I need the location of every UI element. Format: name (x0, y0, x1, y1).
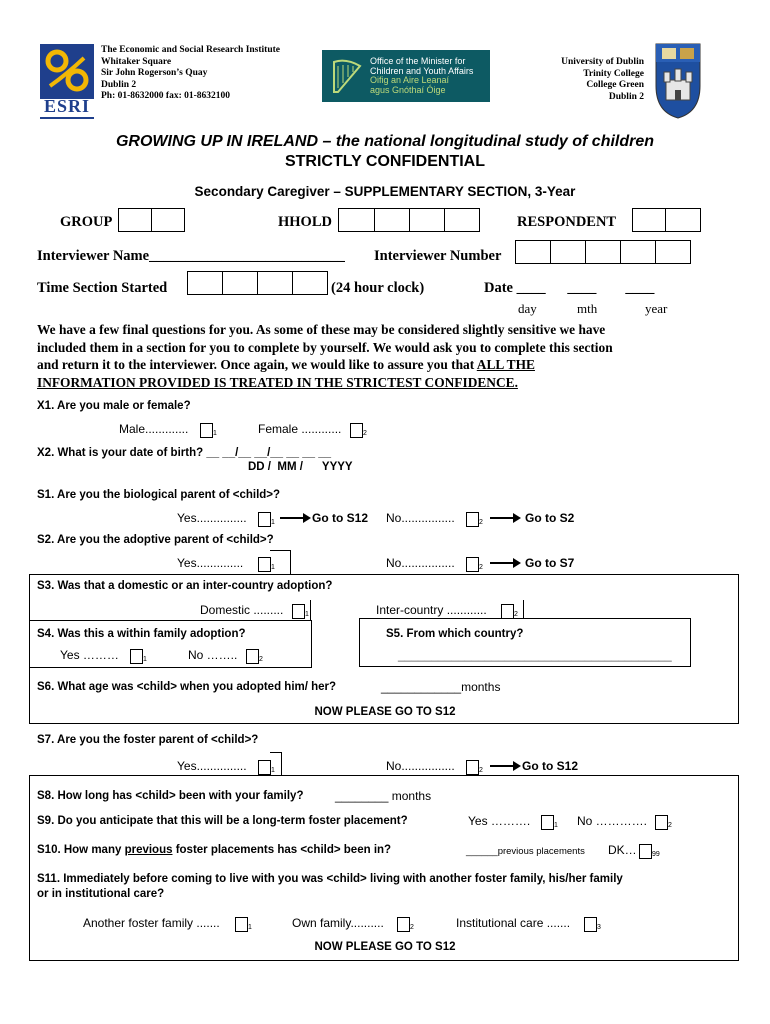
s4-yes-checkbox[interactable] (130, 649, 143, 664)
group-label: GROUP (60, 214, 113, 230)
clock-note: (24 hour clock) (331, 280, 425, 296)
arrow-icon (490, 562, 514, 564)
connector-line (270, 550, 291, 551)
tcd-address-line: College Green (586, 80, 644, 90)
s10-emphasis: previous (124, 844, 173, 856)
s6-age-input[interactable]: ____________months (381, 680, 501, 694)
respondent-box[interactable] (665, 208, 701, 232)
s4-no-checkbox[interactable] (246, 649, 259, 664)
code: 2 (479, 519, 483, 526)
s1-no-checkbox[interactable] (466, 512, 479, 527)
time-box[interactable] (292, 271, 328, 295)
s1-goto-yes: Go to S12 (312, 511, 369, 525)
s11-opt2-label: Own family.......... (292, 916, 384, 930)
connector-line (523, 600, 524, 618)
group-box[interactable] (151, 208, 185, 232)
tcd-address (520, 57, 644, 103)
s11-opt2-checkbox[interactable] (397, 917, 410, 932)
esri-logo (40, 44, 94, 118)
time-box[interactable] (257, 271, 293, 295)
s1-yes-label: Yes............... (177, 511, 247, 525)
s10-dk-label: DK… (608, 843, 637, 857)
confidential-heading: STRICTLY CONFIDENTIAL (284, 153, 485, 170)
interviewer-number-label: Interviewer Number (374, 248, 502, 264)
hhold-box[interactable] (374, 208, 410, 232)
s2-yes-checkbox[interactable] (258, 557, 271, 572)
intro-emphasis: ALL THE (476, 357, 535, 372)
code: 1 (271, 767, 275, 774)
date-day-label: day (518, 301, 537, 316)
s7-goto-no: Go to S12 (522, 759, 579, 773)
tcd-address-line: Dublin 2 (608, 91, 644, 102)
code: 2 (668, 822, 672, 829)
omc-logo-line: agus Gnóthaí Óige (370, 84, 446, 95)
s2-question: S2. Are you the adoptive parent of <child>? (37, 534, 274, 546)
time-started-label: Time Section Started (37, 280, 168, 296)
esri-logo-text: ESRI (40, 96, 94, 119)
omc-logo (322, 50, 490, 102)
date-field[interactable]: Date ____ ____ ____ (484, 280, 655, 296)
arrow-icon (490, 765, 514, 767)
s9-question: S9. Do you anticipate that this will be a long-term foster placement? (37, 815, 408, 827)
arrow-icon (280, 517, 304, 519)
respondent-label: RESPONDENT (517, 214, 617, 230)
harp-icon (330, 56, 364, 96)
time-box[interactable] (222, 271, 258, 295)
s8-duration-input[interactable]: ________ months (335, 789, 432, 803)
intro-line: We have a few final questions for you. As some of these may be considered slightly sensitive we have (37, 322, 606, 337)
omc-logo-line: Children and Youth Affairs (370, 65, 474, 76)
tcd-address-line: University of Dublin (561, 57, 644, 67)
group-box[interactable] (118, 208, 152, 232)
interviewer-name[interactable]: Interviewer Name___________________________ (37, 248, 345, 264)
s11-next-instruction: NOW PLEASE GO TO S12 (314, 941, 456, 953)
male-checkbox[interactable] (200, 423, 213, 438)
esri-address-line: Dublin 2 (101, 79, 137, 90)
s11-question-line: S11. Immediately before coming to live with you was <child> living with another foster family, his/her family (37, 873, 623, 885)
tcd-crest (654, 42, 702, 120)
code: 2 (479, 564, 483, 571)
connector-line (281, 752, 282, 775)
omc-logo-line: Office of the Minister for (370, 56, 466, 66)
arrow-icon (490, 517, 514, 519)
section-heading: Secondary Caregiver – SUPPLEMENTARY SECTION, 3-Year (194, 184, 576, 199)
s11-question (37, 872, 623, 902)
s2-no-label: No................ (386, 556, 455, 570)
intro-line-text: and return it to the interviewer. Once again, we would like to assure you that (37, 357, 477, 372)
s9-no-label: No …………. (577, 814, 648, 828)
s1-yes-checkbox[interactable] (258, 512, 271, 527)
s7-yes-checkbox[interactable] (258, 760, 271, 775)
intro-line (37, 356, 735, 374)
s6-question: S6. What age was <child> when you adopted him/ her? (37, 681, 337, 693)
s7-question: S7. Are you the foster parent of <child>? (37, 734, 259, 746)
s8-question: S8. How long has <child> been with your family? (37, 790, 304, 802)
interviewer-number-box[interactable] (515, 240, 551, 264)
esri-address-line: Ph: 01-8632000 fax: 01-8632100 (101, 91, 231, 101)
male-option-label: Male............. (119, 422, 189, 436)
code: 2 (410, 924, 414, 931)
s3-intercountry-label: Inter-country ............ (376, 603, 487, 617)
s9-no-checkbox[interactable] (655, 815, 668, 830)
connector-line (310, 600, 311, 620)
s11-opt3-checkbox[interactable] (584, 917, 597, 932)
s7-no-checkbox[interactable] (466, 760, 479, 775)
dob-format: DD / MM / YYYY (248, 461, 353, 473)
s11-opt1-checkbox[interactable] (235, 917, 248, 932)
esri-address-line: Whitaker Square (101, 56, 172, 67)
x2-question[interactable]: X2. What is your date of birth? __ __/__ __/__ __ __ __ (37, 447, 332, 459)
code: 1 (554, 822, 558, 829)
s4-question: S4. Was this a within family adoption? (37, 628, 246, 640)
female-checkbox[interactable] (350, 423, 363, 438)
esri-address (101, 45, 280, 103)
interviewer-number-box[interactable] (550, 240, 586, 264)
code: 99 (652, 851, 660, 858)
s5-question: S5. From which country? (386, 628, 524, 640)
s10-count-input[interactable]: ______previous placements (466, 846, 585, 857)
intro-emphasis: INFORMATION PROVIDED IS TREATED IN THE STRICTEST CONFIDENCE. (37, 374, 518, 390)
hhold-box[interactable] (409, 208, 445, 232)
s1-goto-no: Go to S2 (525, 511, 575, 525)
s10-dk-checkbox[interactable] (639, 844, 652, 859)
omc-logo-line: Oifig an Aire Leanaí (370, 75, 450, 85)
intro-paragraph (37, 321, 735, 391)
s1-no-label: No................ (386, 511, 455, 525)
esri-address-line: The Economic and Social Research Institute (101, 45, 281, 55)
respondent-box[interactable] (632, 208, 666, 232)
intro-line: included them in a section for you to complete by yourself. We would ask you to complete this section (37, 339, 613, 355)
s3-question: S3. Was that a domestic or an inter-country adoption? (37, 580, 333, 592)
s10-question-text: foster placements has <child> been in? (172, 844, 392, 856)
s2-no-checkbox[interactable] (466, 557, 479, 572)
s2-goto-no: Go to S7 (525, 556, 575, 570)
connector-line (290, 550, 291, 574)
s11-opt3-label: Institutional care ....... (456, 916, 571, 930)
code: 1 (248, 924, 252, 931)
hhold-box[interactable] (444, 208, 480, 232)
s3-domestic-label: Domestic ......... (200, 603, 284, 617)
date-month-label: mth (577, 301, 598, 316)
code: 1 (271, 519, 275, 526)
interviewer-number-box[interactable] (620, 240, 656, 264)
code: 1 (143, 656, 147, 663)
s7-yes-label: Yes............... (177, 759, 247, 773)
interviewer-number-box[interactable] (585, 240, 621, 264)
code: 1 (271, 564, 275, 571)
s7-no-label: No................ (386, 759, 455, 773)
s6-next-instruction: NOW PLEASE GO TO S12 (314, 706, 456, 718)
hhold-label: HHOLD (278, 214, 332, 230)
code: 1 (305, 611, 309, 618)
code: 1 (213, 430, 217, 437)
s9-yes-checkbox[interactable] (541, 815, 554, 830)
code: 2 (259, 656, 263, 663)
s9-yes-label: Yes ………. (468, 814, 531, 828)
s10-question (37, 844, 391, 856)
time-box[interactable] (187, 271, 223, 295)
code: 2 (479, 767, 483, 774)
s10-question-text: S10. How many (37, 844, 125, 856)
s4-no-label: No …….. (188, 648, 238, 662)
esri-address-line: Sir John Rogerson’s Quay (101, 68, 208, 78)
code: 2 (363, 430, 367, 437)
s3-intercountry-checkbox[interactable] (501, 604, 514, 619)
s2-yes-label: Yes.............. (177, 556, 244, 570)
interviewer-number-box[interactable] (655, 240, 691, 264)
connector-line (270, 752, 282, 753)
s11-question-line: or in institutional care? (37, 888, 165, 900)
s5-country-input[interactable]: _________________________________________ (398, 648, 672, 662)
hhold-box[interactable] (338, 208, 375, 232)
x1-question: X1. Are you male or female? (37, 400, 191, 412)
s11-opt1-label: Another foster family ....... (83, 916, 220, 930)
s4-yes-label: Yes ……… (60, 648, 119, 662)
s1-question: S1. Are you the biological parent of <child>? (37, 489, 281, 501)
code: 3 (597, 924, 601, 931)
page-title: GROWING UP IN IRELAND – the national longitudinal study of children (115, 133, 655, 150)
code: 2 (514, 611, 518, 618)
female-option-label: Female ............ (258, 422, 342, 436)
tcd-address-line: Trinity College (583, 68, 644, 79)
s3-domestic-checkbox[interactable] (292, 604, 305, 619)
date-year-label: year (645, 301, 668, 316)
